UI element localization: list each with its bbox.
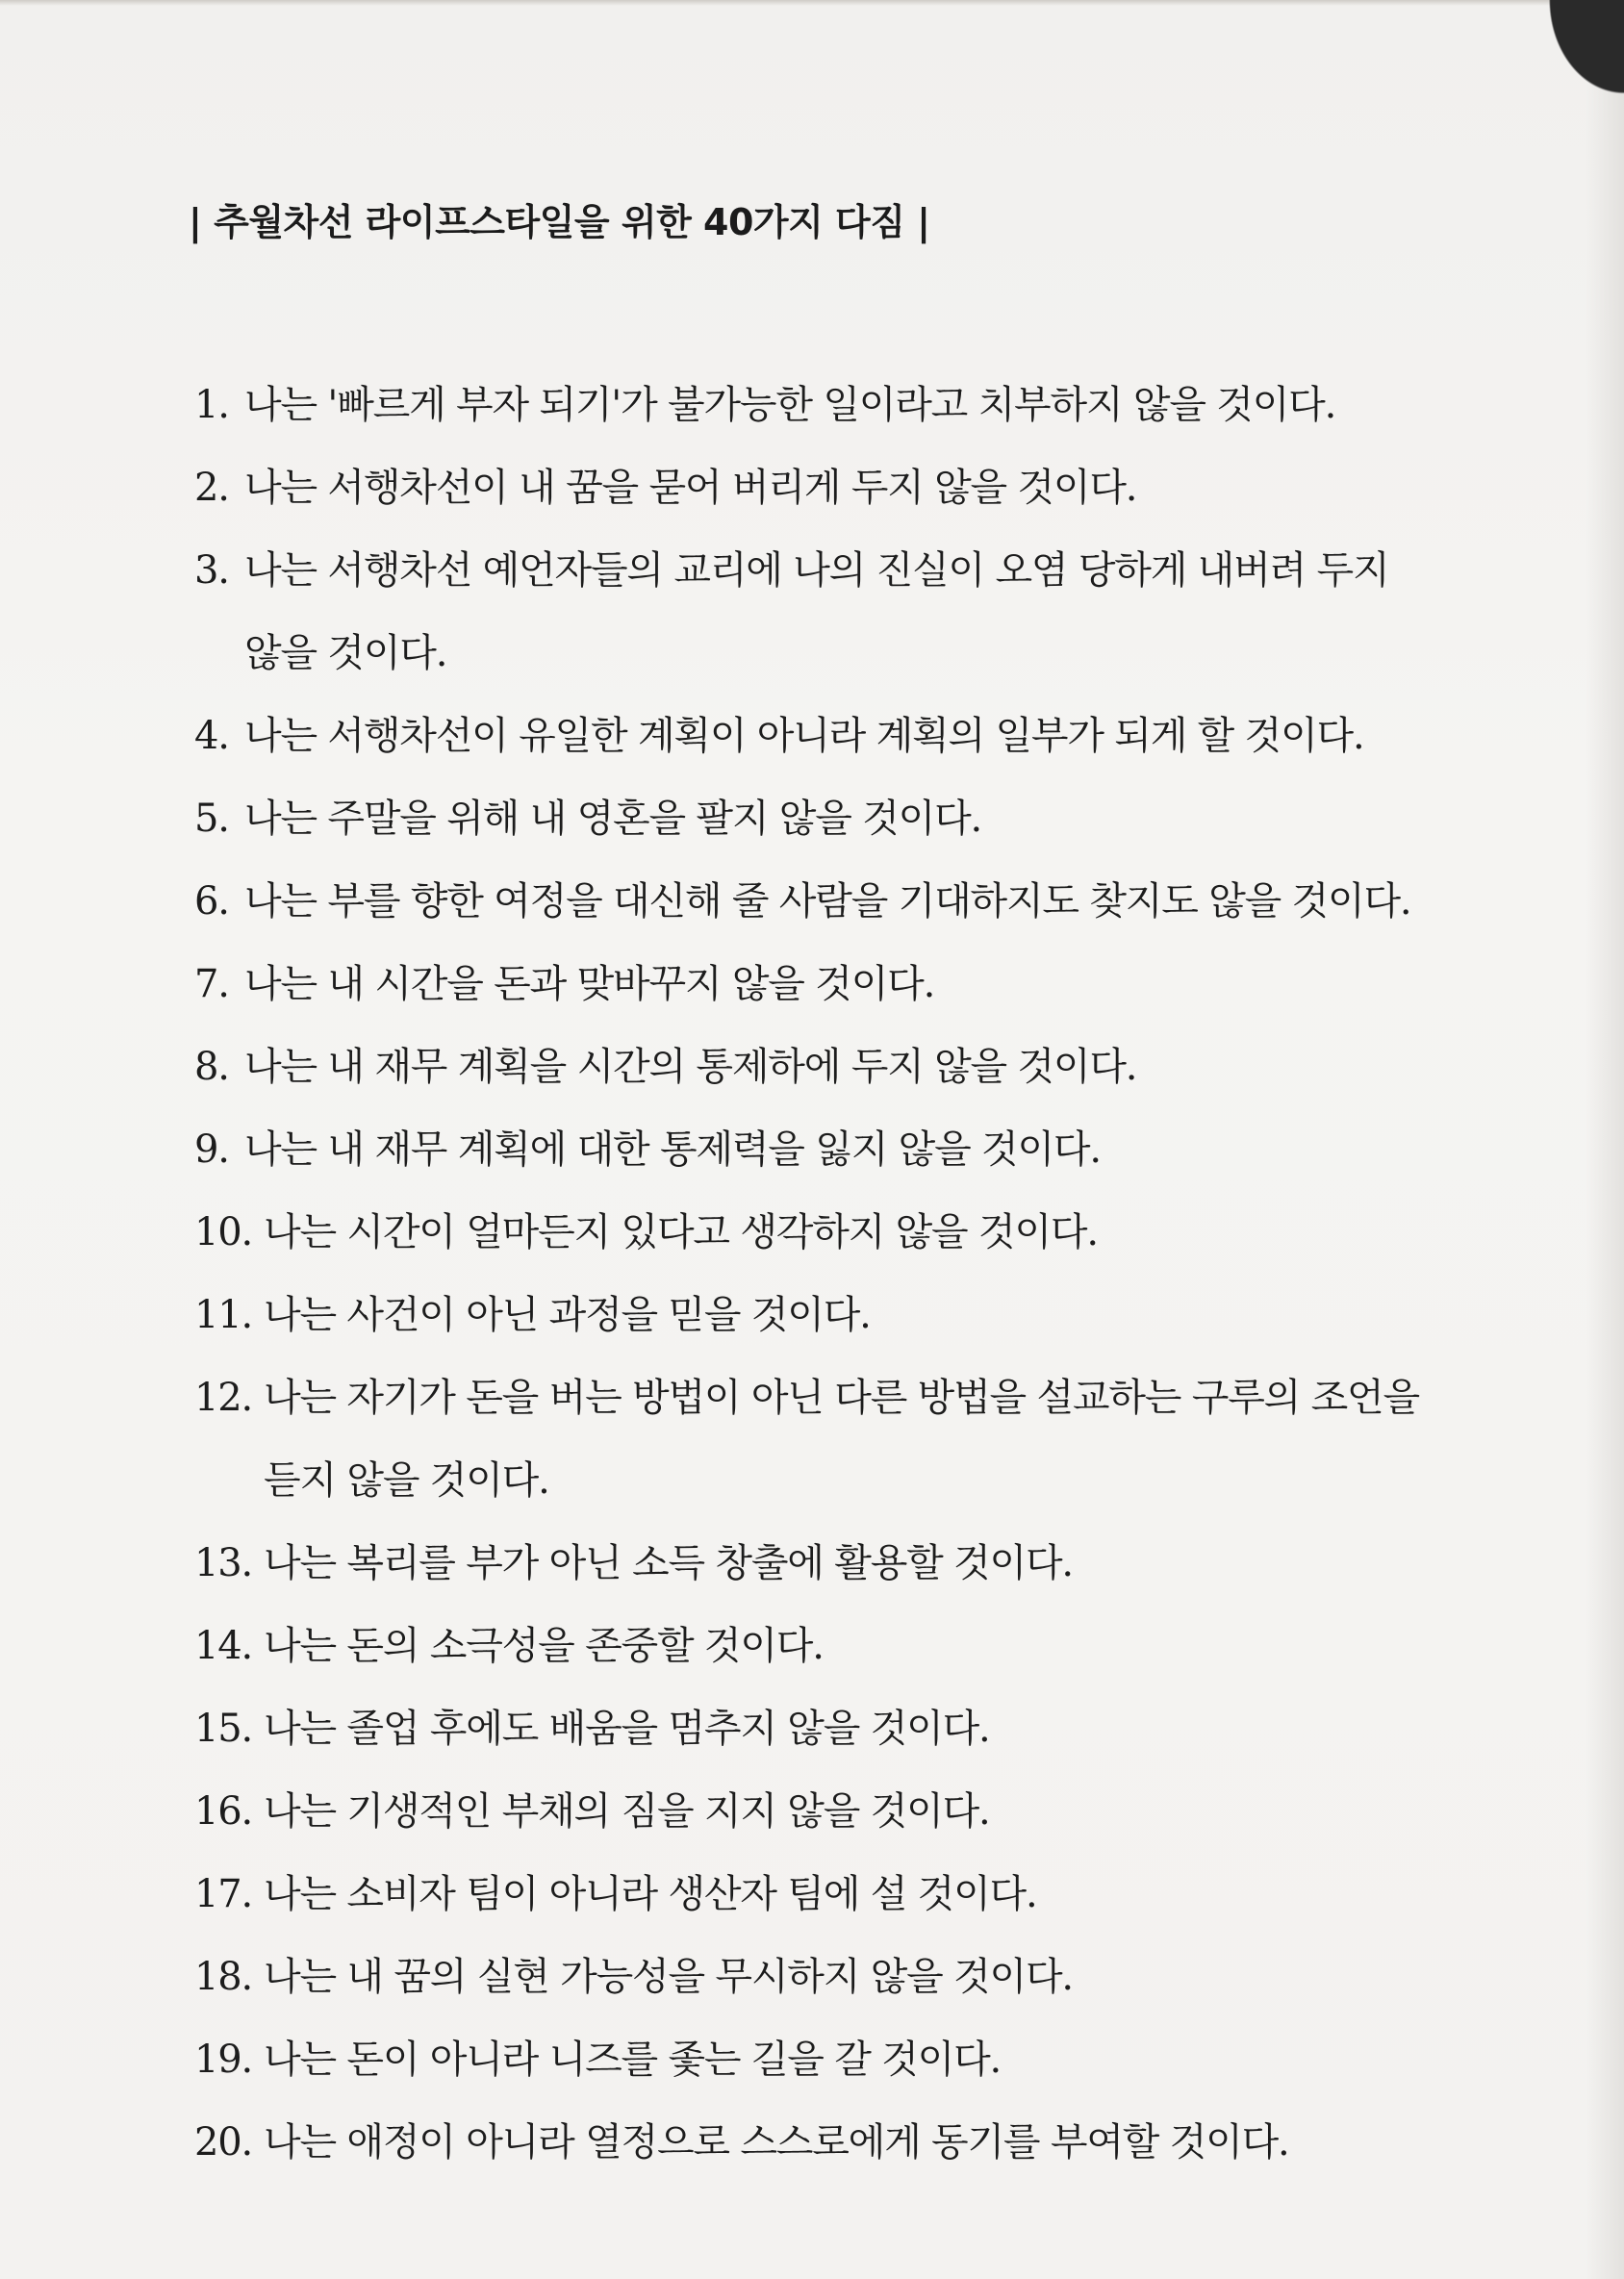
list-item	[194, 1356, 1435, 1522]
item-text: 나는 애정이 아니라 열정으로 스스로에게 동기를 부여할 것이다.	[264, 2120, 1289, 2165]
list-item	[194, 943, 1435, 1026]
item-text: 나는 기생적인 부채의 짐을 지지 않을 것이다.	[264, 1789, 990, 1834]
item-text: 나는 서행차선 예언자들의 교리에 나의 진실이 오염 당하게 내버려 두지 않을 것이다.	[244, 548, 1389, 675]
list-item	[194, 364, 1435, 446]
item-number: 19.	[194, 2038, 253, 2082]
item-number: 5.	[194, 797, 229, 841]
item-number: 16.	[194, 1789, 253, 1834]
item-text: 나는 서행차선이 내 꿈을 묻어 버리게 두지 않을 것이다.	[244, 466, 1137, 510]
item-number: 8.	[194, 1045, 229, 1089]
item-number: 10.	[194, 1210, 253, 1254]
list-item	[194, 1026, 1435, 1108]
item-text: 나는 내 시간을 돈과 맞바꾸지 않을 것이다.	[244, 962, 935, 1006]
item-number: 2.	[194, 466, 229, 510]
list-item	[194, 1191, 1435, 1274]
item-text: 나는 내 재무 계획을 시간의 통제하에 두지 않을 것이다.	[244, 1045, 1137, 1089]
item-number: 1.	[194, 383, 229, 427]
page-edge-shadow	[1586, 0, 1624, 2279]
item-text: 나는 자기가 돈을 버는 방법이 아닌 다른 방법을 설교하는 구루의 조언을 듣지 않을 것이다.	[264, 1376, 1419, 1503]
item-text: 나는 복리를 부가 아닌 소득 창출에 활용할 것이다.	[264, 1541, 1073, 1585]
list-item	[194, 1522, 1435, 1605]
list-item	[194, 695, 1435, 777]
item-number: 12.	[194, 1376, 253, 1420]
pledge-list	[194, 364, 1435, 2184]
item-number: 14.	[194, 1624, 253, 1668]
list-item	[194, 446, 1435, 529]
item-text: 나는 소비자 팀이 아니라 생산자 팀에 설 것이다.	[264, 1872, 1037, 1916]
item-number: 15.	[194, 1707, 253, 1751]
item-number: 11.	[194, 1293, 253, 1337]
list-item	[194, 1770, 1435, 1853]
item-number: 3.	[194, 548, 229, 593]
item-number: 18.	[194, 1955, 253, 1999]
list-item	[194, 1936, 1435, 2018]
item-text: 나는 주말을 위해 내 영혼을 팔지 않을 것이다.	[244, 797, 982, 841]
item-text: 나는 '빠르게 부자 되기'가 불가능한 일이라고 치부하지 않을 것이다.	[244, 383, 1336, 427]
list-item	[194, 2018, 1435, 2101]
item-text: 나는 내 재무 계획에 대한 통제력을 잃지 않을 것이다.	[244, 1127, 1101, 1172]
list-item	[194, 1274, 1435, 1356]
item-number: 6.	[194, 879, 229, 924]
list-item	[194, 1605, 1435, 1687]
list-item	[194, 777, 1435, 860]
page-corner-dark	[1509, 0, 1624, 144]
list-item	[194, 529, 1435, 695]
list-item	[194, 1108, 1435, 1191]
item-text: 나는 부를 향한 여정을 대신해 줄 사람을 기대하지도 찾지도 않을 것이다.	[244, 879, 1411, 924]
item-text: 나는 사건이 아닌 과정을 믿을 것이다.	[264, 1293, 871, 1337]
page-top-shadow	[0, 0, 1624, 6]
item-number: 4.	[194, 714, 229, 758]
list-item	[194, 1687, 1435, 1770]
section-heading: | 추월차선 라이프스타일을 위한 40가지 다짐 |	[189, 201, 930, 243]
item-text: 나는 내 꿈의 실현 가능성을 무시하지 않을 것이다.	[264, 1955, 1073, 1999]
item-text: 나는 졸업 후에도 배움을 멈추지 않을 것이다.	[264, 1707, 990, 1751]
item-number: 17.	[194, 1872, 253, 1916]
list-item	[194, 2101, 1435, 2184]
item-number: 13.	[194, 1541, 253, 1585]
list-item	[194, 1853, 1435, 1936]
item-number: 20.	[194, 2120, 253, 2165]
item-text: 나는 서행차선이 유일한 계획이 아니라 계획의 일부가 되게 할 것이다.	[244, 714, 1364, 758]
item-text: 나는 돈이 아니라 니즈를 좇는 길을 갈 것이다.	[264, 2038, 1002, 2082]
item-text: 나는 돈의 소극성을 존중할 것이다.	[264, 1624, 824, 1668]
list-item	[194, 860, 1435, 943]
item-text: 나는 시간이 얼마든지 있다고 생각하지 않을 것이다.	[264, 1210, 1098, 1254]
item-number: 9.	[194, 1127, 229, 1172]
item-number: 7.	[194, 962, 229, 1006]
